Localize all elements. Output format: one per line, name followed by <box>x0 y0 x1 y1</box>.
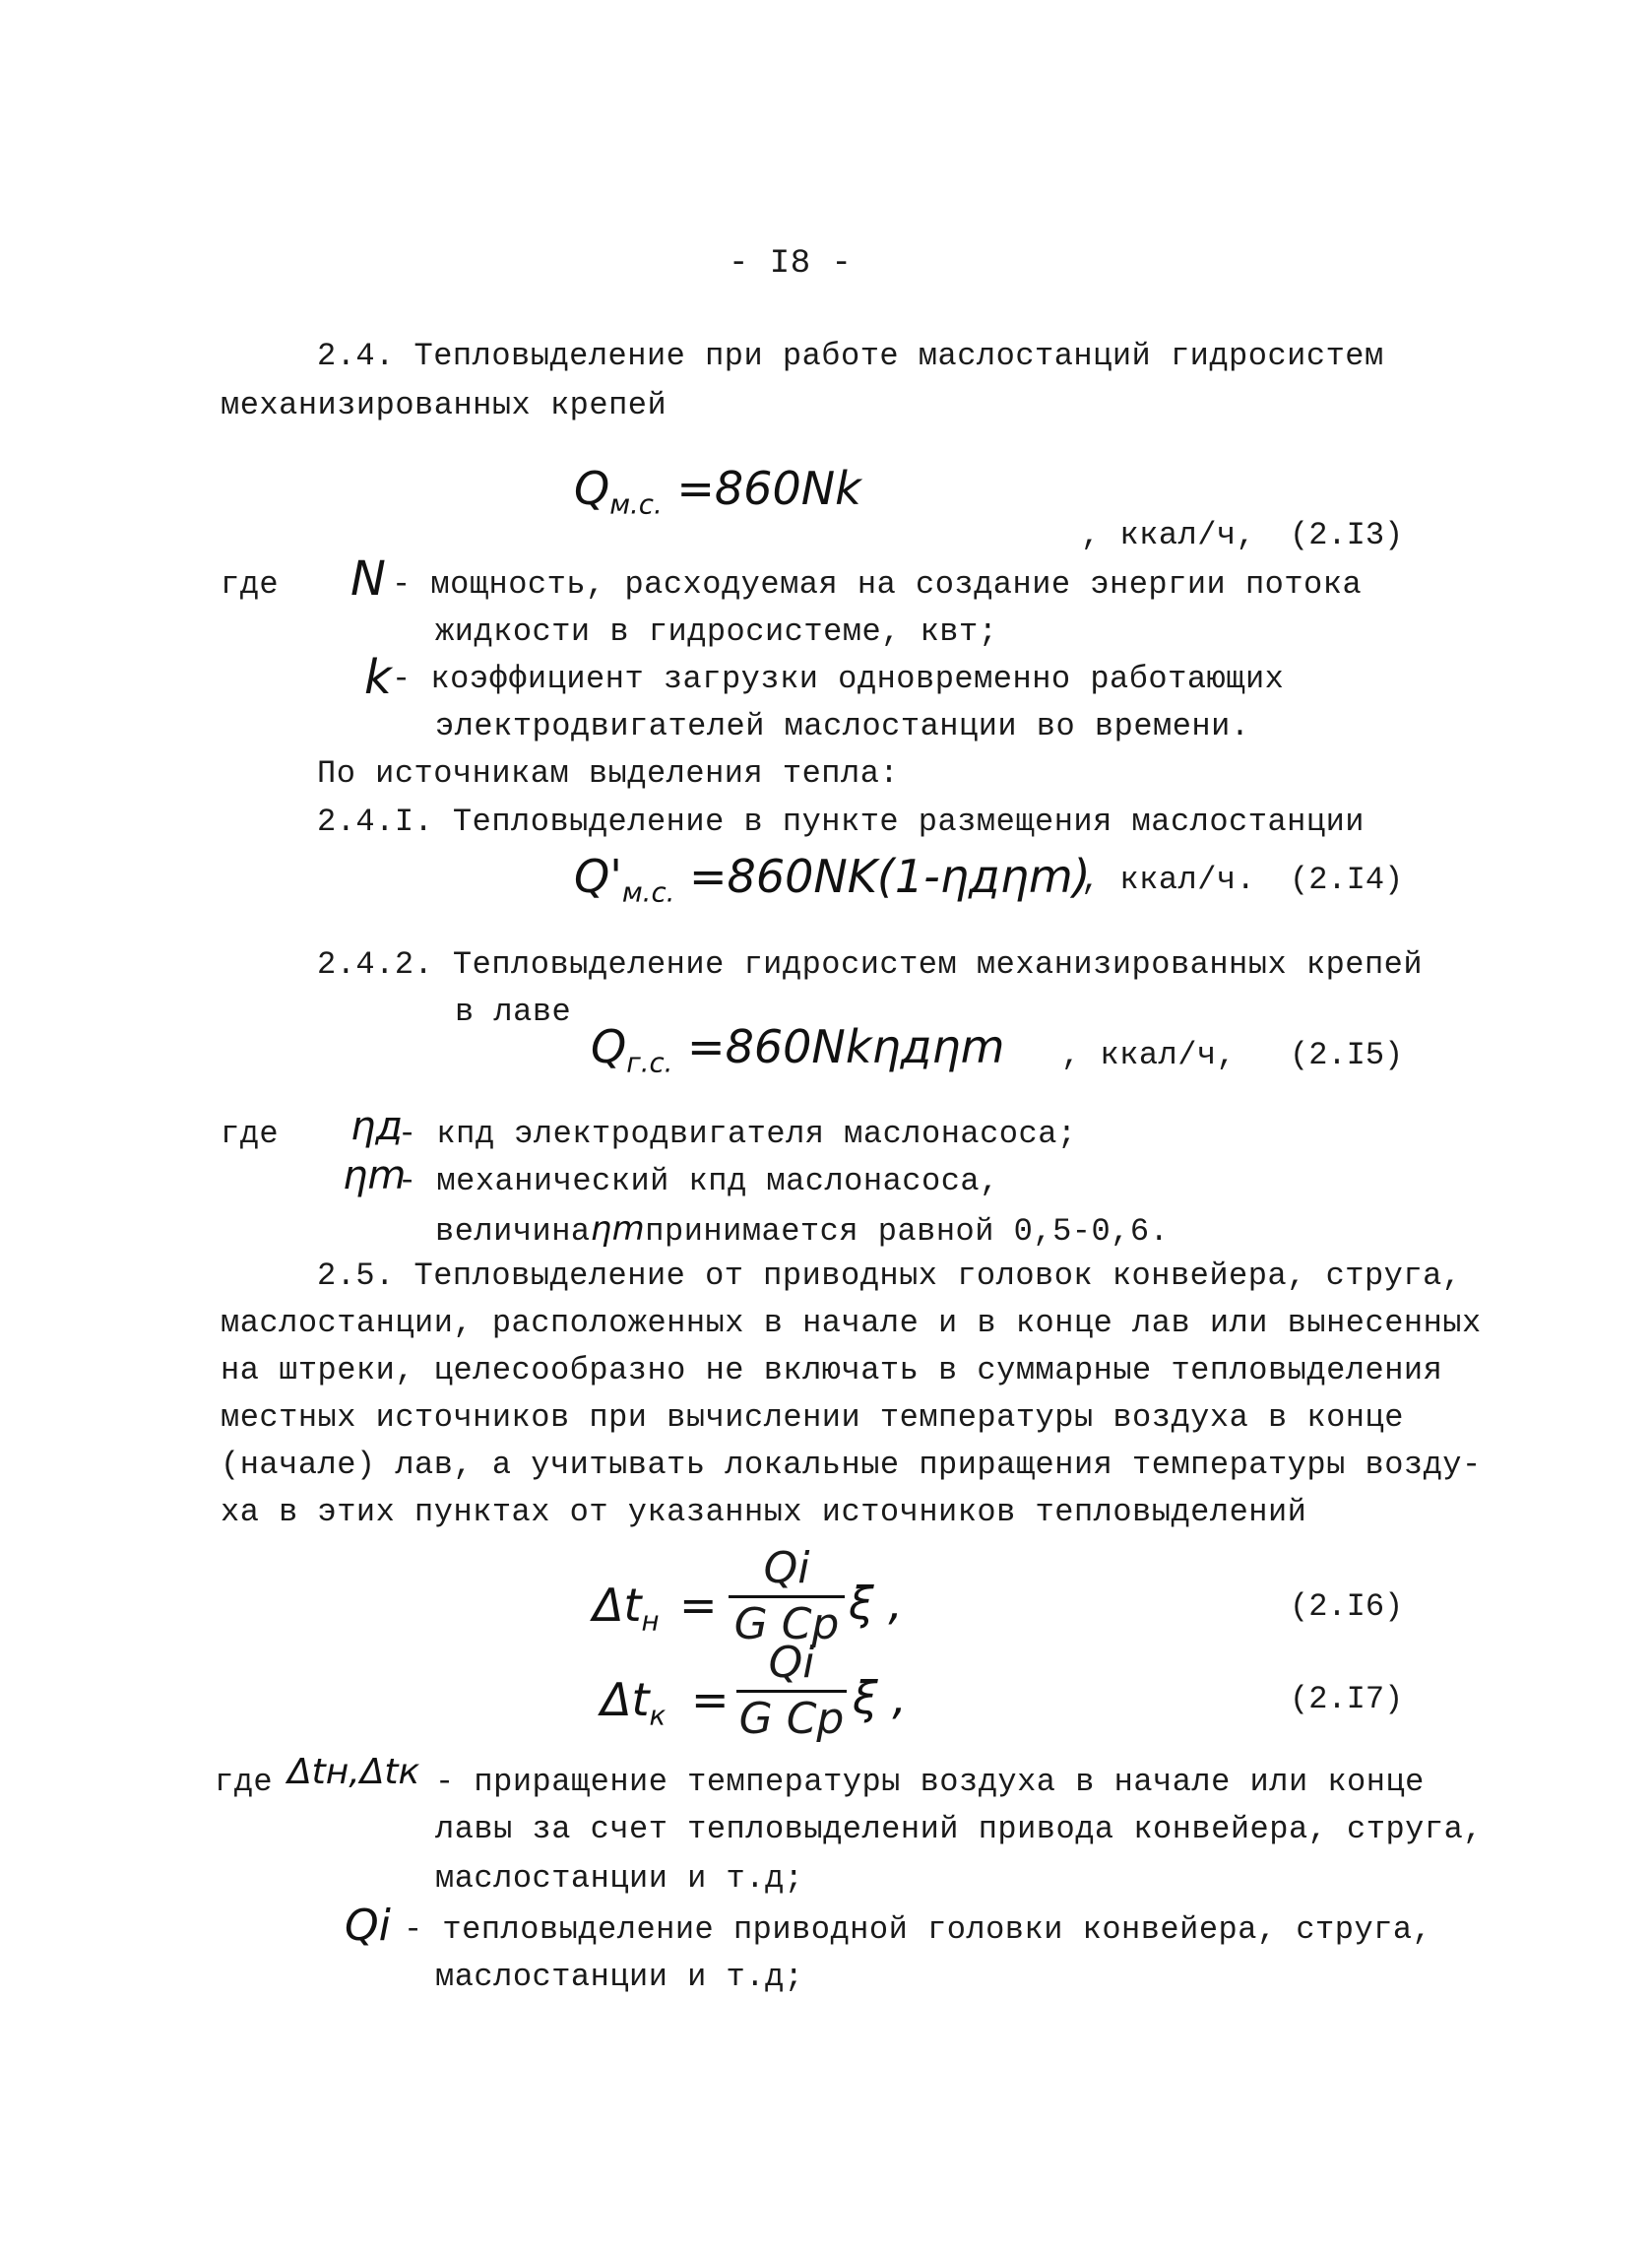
def-eta-m: - механический кпд маслонасоса, <box>398 1163 999 1199</box>
def-delta-t-line1: - приращение температуры воздуха в начале или конце <box>435 1764 1425 1800</box>
equation-number-2-14: (2.I4) <box>1290 862 1404 898</box>
section-2-4-2-heading-line2: в лаве <box>455 994 572 1030</box>
section-2-5-line1: 2.5. Тепловыделение от приводных головок конвейера, струга, <box>317 1257 1462 1294</box>
symbol-delta-t: Δtн,Δtк <box>287 1752 420 1792</box>
eq-2-16-lhs-main: Δt <box>593 1579 642 1632</box>
equation-number-2-15: (2.I5) <box>1290 1037 1404 1073</box>
section-2-5-line6: ха в этих пунктах от указанных источников тепловыделений <box>221 1494 1307 1530</box>
eq-2-16-lhs-sub: н <box>641 1604 660 1638</box>
section-2-4-heading-line2: механизированных крепей <box>221 387 667 423</box>
formula-2-13-q: Q <box>574 462 610 515</box>
eq-2-17-factor: ξ , <box>853 1671 907 1724</box>
formula-2-14-q: Q' <box>574 850 622 903</box>
page-number: - I8 - <box>729 245 853 283</box>
def-eta-m-value-pre: величина <box>435 1213 591 1250</box>
eq-2-17-equals: = <box>691 1673 730 1726</box>
def-delta-t-line3: маслостанции и т.д; <box>435 1860 804 1897</box>
def-n-line2: жидкости в гидросистеме, квт; <box>435 613 998 650</box>
eq-2-16-fraction <box>729 1544 845 1649</box>
formula-2-14 <box>574 849 1091 921</box>
def-k-line2: электродвигателей маслостанции во времени. <box>435 708 1250 744</box>
where-label-1: где <box>221 566 280 603</box>
def-qi-line1: - тепловыделение приводной головки конвейера, струга, <box>404 1911 1432 1948</box>
eq-2-17-fraction <box>736 1639 847 1744</box>
formula-2-14-sub: м.с. <box>621 875 675 909</box>
formula-2-13-rhs: =860Nk <box>662 462 861 515</box>
eq-2-17-numerator: Qi <box>768 1638 815 1688</box>
section-2-5-line3: на штреки, целесообразно не включать в суммарные тепловыделения <box>221 1352 1443 1388</box>
def-eta-m-value-symbol: ηm <box>590 1209 646 1249</box>
eq-2-17-denominator: G Cp <box>738 1694 845 1744</box>
formula-2-15 <box>591 1019 1004 1091</box>
section-2-5-line2: маслостанции, расположенных в начале и в конце лав или вынесенных <box>221 1305 1482 1341</box>
eq-2-16-denominator: G Cp <box>733 1599 840 1649</box>
section-2-4-2-heading-line1: 2.4.2. Тепловыделение гидросистем механизированных крепей <box>317 946 1424 983</box>
formula-2-13 <box>574 461 861 533</box>
symbol-eta-m: ηm <box>343 1153 407 1198</box>
formula-2-15-rhs: =860Nkηдηm <box>672 1020 1005 1073</box>
symbol-n: N <box>350 551 386 607</box>
formula-2-14-rhs: =860NK(1-ηдηm) <box>674 850 1091 903</box>
eq-2-17-lhs <box>601 1672 666 1744</box>
where-label-2: где <box>221 1116 280 1152</box>
section-2-5-line5: (начале) лав, а учитывать локальные приращения температуры возду- <box>221 1447 1482 1483</box>
equation-number-2-17: (2.I7) <box>1290 1681 1404 1717</box>
section-2-4-1-heading: 2.4.I. Тепловыделение в пункте размещения маслостанции <box>317 804 1365 840</box>
where-label-3: где <box>215 1764 274 1800</box>
eq-2-17-lhs-main: Δt <box>601 1673 650 1726</box>
symbol-k: k <box>364 650 392 705</box>
symbol-eta-d: ηд <box>350 1104 404 1149</box>
sources-intro: По источникам выделения тепла: <box>317 755 900 792</box>
eq-2-16-factor: ξ , <box>849 1577 903 1630</box>
formula-2-14-unit: , ккал/ч. <box>1081 862 1256 898</box>
symbol-qi: Qi <box>345 1901 391 1951</box>
formula-2-13-sub: м.с. <box>609 487 663 521</box>
eq-2-16-numerator: Qi <box>763 1543 810 1593</box>
formula-2-13-unit: , ккал/ч, <box>1081 517 1256 553</box>
eq-2-16-lhs <box>593 1578 660 1649</box>
def-eta-m-value <box>435 1209 1169 1252</box>
def-eta-d: - кпд электродвигателя маслонасоса; <box>398 1116 1077 1152</box>
def-k-line1: - коэффициент загрузки одновременно работающих <box>392 661 1285 697</box>
section-2-4-heading-line1: 2.4. Тепловыделение при работе маслостанций гидросистем <box>317 338 1384 374</box>
equation-number-2-16: (2.I6) <box>1290 1588 1404 1625</box>
def-n-line1: - мощность, расходуемая на создание энергии потока <box>392 566 1363 603</box>
formula-2-15-unit: , ккал/ч, <box>1061 1037 1237 1073</box>
eq-2-17-lhs-sub: к <box>649 1699 667 1732</box>
formula-2-15-sub: г.с. <box>626 1046 673 1079</box>
eq-2-17-fraction-bar <box>736 1690 847 1693</box>
def-qi-line2: маслостанции и т.д; <box>435 1959 804 1995</box>
eq-2-16-equals: = <box>679 1579 718 1632</box>
eq-2-16-fraction-bar <box>729 1595 845 1598</box>
equation-number-2-13: (2.I3) <box>1290 517 1404 553</box>
section-2-5-line4: местных источников при вычислении температуры воздуха в конце <box>221 1399 1404 1436</box>
def-eta-m-value-post: принимается равной 0,5-0,6. <box>645 1213 1170 1250</box>
def-delta-t-line2: лавы за счет тепловыделений привода конвейера, струга, <box>435 1811 1483 1847</box>
formula-2-15-q: Q <box>591 1020 627 1073</box>
